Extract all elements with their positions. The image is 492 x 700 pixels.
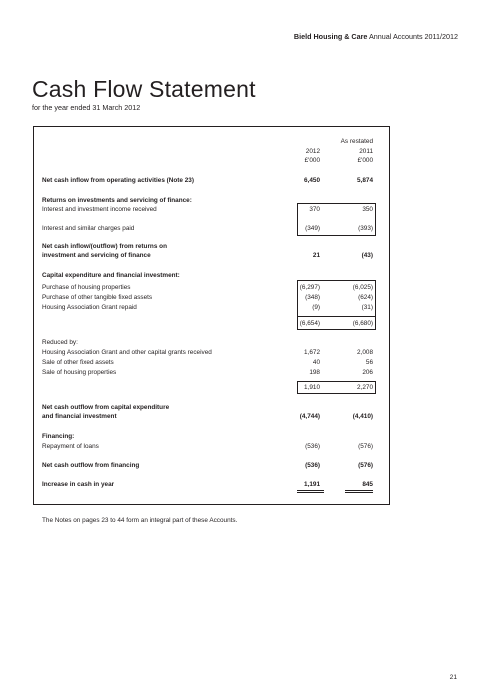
row-grant-repaid-2011: (31) — [361, 304, 373, 311]
column-restated-label: As restated — [340, 138, 373, 145]
running-header — [294, 32, 458, 41]
row-cash-increase-2012: 1,191 — [304, 481, 320, 488]
row-financing-net-label: Net cash outflow from financing — [42, 462, 140, 469]
total-underline-2012 — [297, 490, 324, 491]
row-sale-other-assets-label: Sale of other fixed assets — [42, 359, 114, 366]
header-organisation: Bield Housing & Care — [293, 32, 368, 41]
row-other-assets-purchase-2011: (624) — [358, 294, 373, 301]
row-sale-housing-2011: 206 — [362, 369, 373, 376]
row-capex-net-2012: (4,744) — [299, 413, 320, 420]
row-cash-increase-2011: 845 — [362, 481, 373, 488]
row-capex-subtotal-2011: (6,680) — [352, 320, 373, 327]
row-loan-repayment-2012: (536) — [305, 443, 320, 450]
row-housing-purchase-2012: (6,297) — [299, 284, 320, 291]
row-operating-2012: 6,450 — [304, 177, 320, 184]
row-financing-net-2012: (536) — [305, 462, 320, 469]
row-capex-net-label-2: and financial investment — [42, 413, 117, 420]
row-interest-paid-label: Interest and similar charges paid — [42, 225, 135, 232]
row-operating-2011: 5,874 — [357, 177, 373, 184]
row-grant-repaid-2012: (9) — [312, 304, 320, 311]
row-interest-received-2011: 350 — [362, 206, 373, 213]
row-interest-paid-2011: (393) — [358, 225, 373, 232]
page-number: 21 — [449, 674, 457, 681]
row-returns-net-2011: (43) — [361, 252, 373, 259]
page-title: Cash Flow Statement — [32, 76, 256, 102]
row-returns-net-label-2: investment and servicing of finance — [42, 252, 151, 259]
row-financing-net-2011: (576) — [358, 462, 373, 469]
header-document: Annual Accounts 2011/2012 — [369, 32, 458, 41]
row-capex-subtotal-2012: (6,654) — [299, 320, 320, 327]
row-capex-net-2011: (4,410) — [352, 413, 373, 420]
row-reductions-subtotal-2011: 2,270 — [357, 384, 373, 391]
section-capex-heading: Capital expenditure and financial investment: — [42, 272, 180, 279]
row-grants-received-label: Housing Association Grant and other capital grants received — [42, 349, 212, 356]
row-sale-other-assets-2011: 56 — [365, 359, 373, 366]
row-interest-received-2012: 370 — [309, 206, 320, 213]
row-interest-paid-2012: (349) — [305, 225, 320, 232]
total-double-underline-2012 — [297, 492, 324, 493]
row-reductions-subtotal-2012: 1,910 — [304, 384, 320, 391]
row-operating-label: Net cash inflow from operating activities (Note 23) — [42, 177, 194, 184]
page-subtitle: for the year ended 31 March 2012 — [32, 103, 141, 112]
row-grant-repaid-label: Housing Association Grant repaid — [42, 304, 137, 311]
row-other-assets-purchase-2012: (348) — [305, 294, 320, 301]
row-housing-purchase-2011: (6,025) — [352, 284, 373, 291]
section-financing-heading: Financing: — [42, 433, 75, 440]
column-year-2012: 2012 — [305, 148, 320, 155]
row-sale-other-assets-2012: 40 — [312, 359, 320, 366]
row-cash-increase-label: Increase in cash in year — [42, 481, 115, 488]
row-returns-net-label: Net cash inflow/(outflow) from returns on — [42, 243, 167, 250]
row-sale-housing-label: Sale of housing properties — [42, 369, 117, 376]
row-capex-net-label: Net cash outflow from capital expenditure — [42, 404, 170, 411]
total-underline-2011 — [345, 490, 373, 491]
column-unit-2011: £'000 — [357, 157, 373, 164]
row-loan-repayment-2011: (576) — [358, 443, 373, 450]
column-unit-2012: £'000 — [304, 157, 320, 164]
column-year-2011: 2011 — [359, 148, 373, 155]
row-returns-net-2012: 21 — [312, 252, 320, 259]
section-returns-heading: Returns on investments and servicing of finance: — [42, 197, 192, 204]
row-interest-received-label: Interest and investment income received — [42, 206, 157, 213]
row-housing-purchase-label: Purchase of housing properties — [42, 284, 131, 291]
footnote: The Notes on pages 23 to 44 form an integral part of these Accounts. — [42, 517, 238, 524]
row-loan-repayment-label: Repayment of loans — [42, 443, 99, 450]
row-grants-received-2011: 2,008 — [357, 349, 373, 356]
row-grants-received-2012: 1,672 — [304, 349, 320, 356]
total-double-underline-2011 — [345, 492, 373, 493]
row-other-assets-purchase-label: Purchase of other tangible fixed assets — [42, 294, 153, 301]
section-reduced-by-heading: Reduced by: — [42, 339, 78, 346]
capex-subtotal-rule — [297, 316, 376, 317]
row-sale-housing-2012: 198 — [309, 369, 320, 376]
